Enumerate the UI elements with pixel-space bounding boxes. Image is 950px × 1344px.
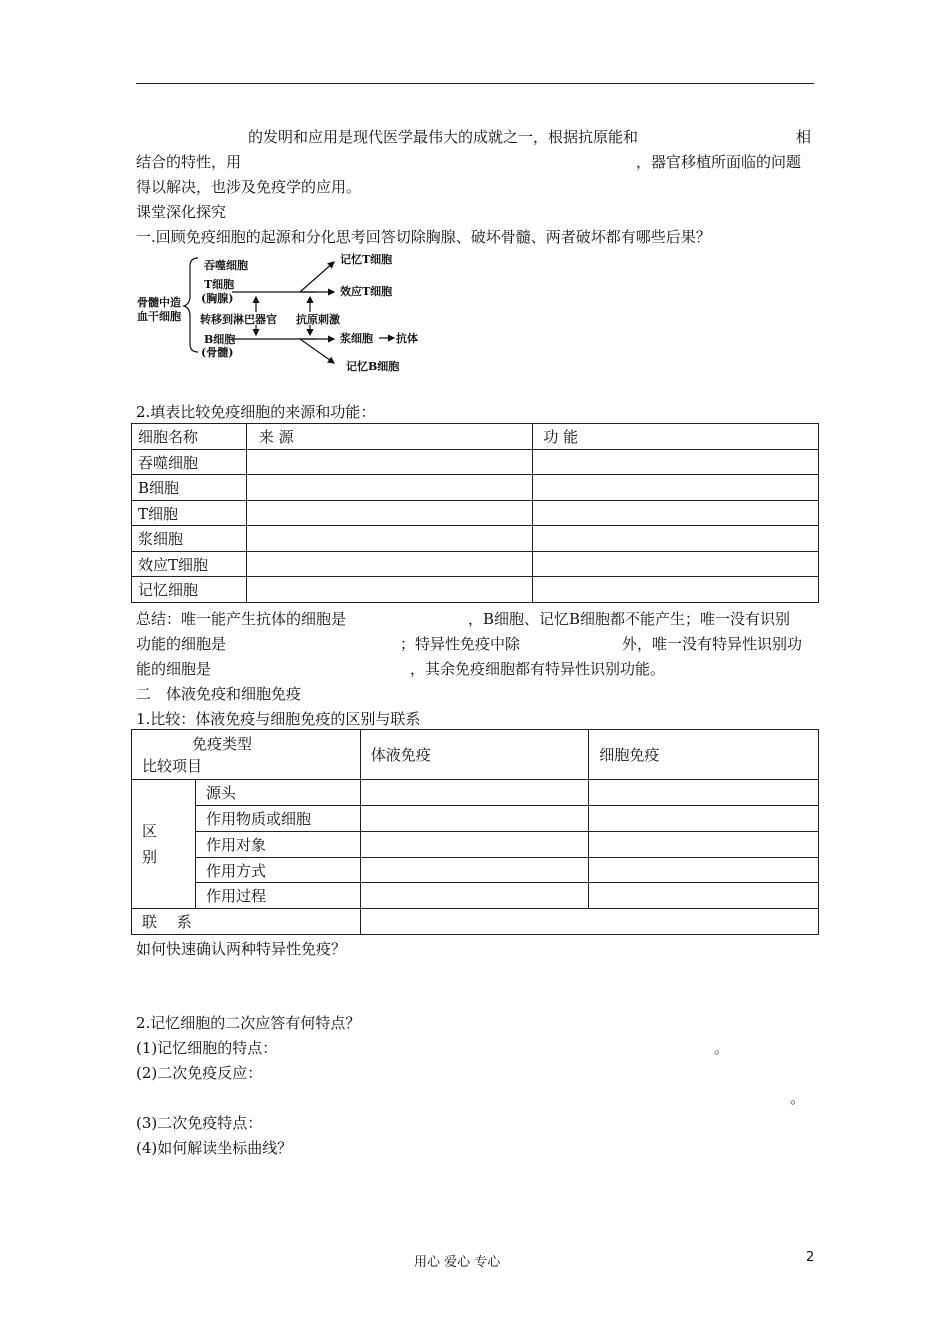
item-label: 作用方式 — [195, 858, 360, 883]
source-blank — [246, 450, 533, 475]
diagram-memory-t: 记忆T细胞 — [340, 253, 393, 266]
header-cellular: 细胞免疫 — [589, 730, 819, 780]
row-label: 记忆细胞 — [132, 577, 247, 603]
function-blank — [533, 501, 819, 526]
table-row — [132, 806, 819, 832]
header-source: 来 源 — [246, 424, 533, 450]
diagram-origin-2: 血干细胞 — [137, 310, 181, 323]
difference-cell — [132, 780, 196, 909]
summary-line2-end: 外，唯一没有特异性识别功 — [622, 635, 803, 653]
memory-item-2: (2)二次免疫反应： — [136, 1064, 263, 1082]
item-label: 作用对象 — [195, 832, 360, 858]
diagram-origin-1: 骨髓中造 — [137, 296, 181, 309]
diagram-marrow: (骨髓) — [201, 346, 234, 359]
header-cell-name: 细胞名称 — [132, 424, 247, 450]
memory-item-1: (1)记忆细胞的特点： — [136, 1039, 278, 1057]
summary-line3: 能的细胞是 — [136, 660, 212, 678]
row-label: 浆细胞 — [132, 526, 247, 552]
item-label: 源头 — [195, 780, 360, 806]
diagram-effector-t: 效应T细胞 — [340, 285, 393, 298]
item-label: 作用物质或细胞 — [195, 806, 360, 832]
summary-line2-mid: ；特异性免疫中除 — [400, 635, 521, 653]
section-2-title: 二 体液免疫和细胞免疫 — [136, 685, 302, 703]
function-blank — [533, 450, 819, 475]
quick-question: 如何快速确认两种特异性免疫？ — [136, 940, 347, 958]
summary-line3-end: ，其余免疫细胞都有特异性识别功能。 — [410, 660, 666, 678]
immunity-compare-table — [131, 729, 819, 935]
memory-item-2-end: 。 — [790, 1089, 806, 1107]
diagram-thymus: (胸腺) — [201, 292, 234, 305]
memory-item-1-end: 。 — [714, 1039, 730, 1057]
diagram-lines — [0, 0, 950, 400]
row-label: 吞噬细胞 — [132, 450, 247, 475]
cellular-blank — [589, 806, 819, 832]
memory-item-4: (4)如何解读坐标曲线？ — [136, 1139, 293, 1157]
page-number: 2 — [806, 1250, 815, 1265]
table-row — [132, 780, 819, 806]
humoral-blank — [360, 858, 589, 883]
section-title: 课堂深化探究 — [136, 203, 227, 221]
diagram-b-cell: B细胞 — [204, 333, 236, 346]
question-2: 2.填表比较免疫细胞的来源和功能： — [136, 403, 376, 421]
header-function: 功 能 — [533, 424, 819, 450]
cellular-blank — [589, 780, 819, 806]
cell-compare-table — [131, 423, 819, 603]
intro-line2: 结合的特性，用 — [136, 153, 242, 171]
function-blank — [533, 526, 819, 552]
diagram-antibody: 抗体 — [396, 332, 418, 345]
diagram-memory-b: 记忆B细胞 — [346, 360, 400, 373]
humoral-blank — [360, 832, 589, 858]
cellular-blank — [589, 883, 819, 909]
corner-top-label: 免疫类型 — [192, 734, 253, 753]
difference-label-2: 别 — [142, 848, 158, 866]
intro-line1-end: 相 — [796, 128, 812, 146]
relation-label: 联 系 — [132, 909, 361, 935]
humoral-blank — [360, 780, 589, 806]
intro-line1: 的发明和应用是现代医学最伟大的成就之一，根据抗原能和 — [248, 128, 639, 146]
intro-line3: 得以解决，也涉及免疫学的应用。 — [136, 178, 362, 196]
summary-line1-end: ，B细胞、记忆B细胞都不能产生；唯一没有识别 — [468, 610, 791, 628]
table-row — [132, 577, 819, 603]
function-blank — [533, 552, 819, 577]
header-humoral: 体液免疫 — [360, 730, 589, 780]
humoral-blank — [360, 883, 589, 909]
diagram-t-cell: T细胞 — [204, 278, 235, 291]
difference-label-1: 区 — [142, 822, 158, 840]
function-blank — [533, 577, 819, 603]
table-row — [132, 883, 819, 909]
diagram-plasma: 浆细胞 — [340, 332, 373, 345]
relation-blank — [360, 909, 818, 935]
source-blank — [246, 552, 533, 577]
intro-line2-end: ，器官移植所面临的问题 — [636, 153, 802, 171]
corner-cell — [132, 730, 361, 780]
memory-question: 2.记忆细胞的二次应答有何特点？ — [136, 1014, 361, 1032]
humoral-blank — [360, 806, 589, 832]
table-row — [132, 832, 819, 858]
memory-item-3: (3)二次免疫特点： — [136, 1114, 263, 1132]
table-row — [132, 552, 819, 577]
row-label: 效应T细胞 — [132, 552, 247, 577]
item-label: 作用过程 — [195, 883, 360, 909]
table-row — [132, 501, 819, 526]
question-1: 一.回顾免疫细胞的起源和分化思考回答切除胸腺、破坏骨髓、两者破坏都有哪些后果？ — [136, 228, 711, 246]
source-blank — [246, 475, 533, 501]
corner-bottom-label: 比较项目 — [142, 756, 203, 775]
compare-title: 1.比较：体液免疫与细胞免疫的区别与联系 — [136, 710, 421, 728]
diagram-migrate: 转移到淋巴器官 — [200, 313, 277, 326]
row-label: B细胞 — [132, 475, 247, 501]
diagram-antigen: 抗原刺激 — [296, 313, 340, 326]
source-blank — [246, 577, 533, 603]
table-header-row — [132, 424, 819, 450]
summary-line1: 总结：唯一能产生抗体的细胞是 — [136, 610, 347, 628]
footer-motto: 用心 爱心 专心 — [414, 1255, 501, 1270]
diagram-phagocyte: 吞噬细胞 — [204, 259, 248, 272]
function-blank — [533, 475, 819, 501]
cellular-blank — [589, 858, 819, 883]
source-blank — [246, 501, 533, 526]
table-row — [132, 526, 819, 552]
row-label: T细胞 — [132, 501, 247, 526]
cellular-blank — [589, 832, 819, 858]
table-row — [132, 909, 819, 935]
table-row — [132, 450, 819, 475]
source-blank — [246, 526, 533, 552]
summary-line2: 功能的细胞是 — [136, 635, 227, 653]
table-header-row — [132, 730, 819, 780]
table-row — [132, 475, 819, 501]
table-row — [132, 858, 819, 883]
